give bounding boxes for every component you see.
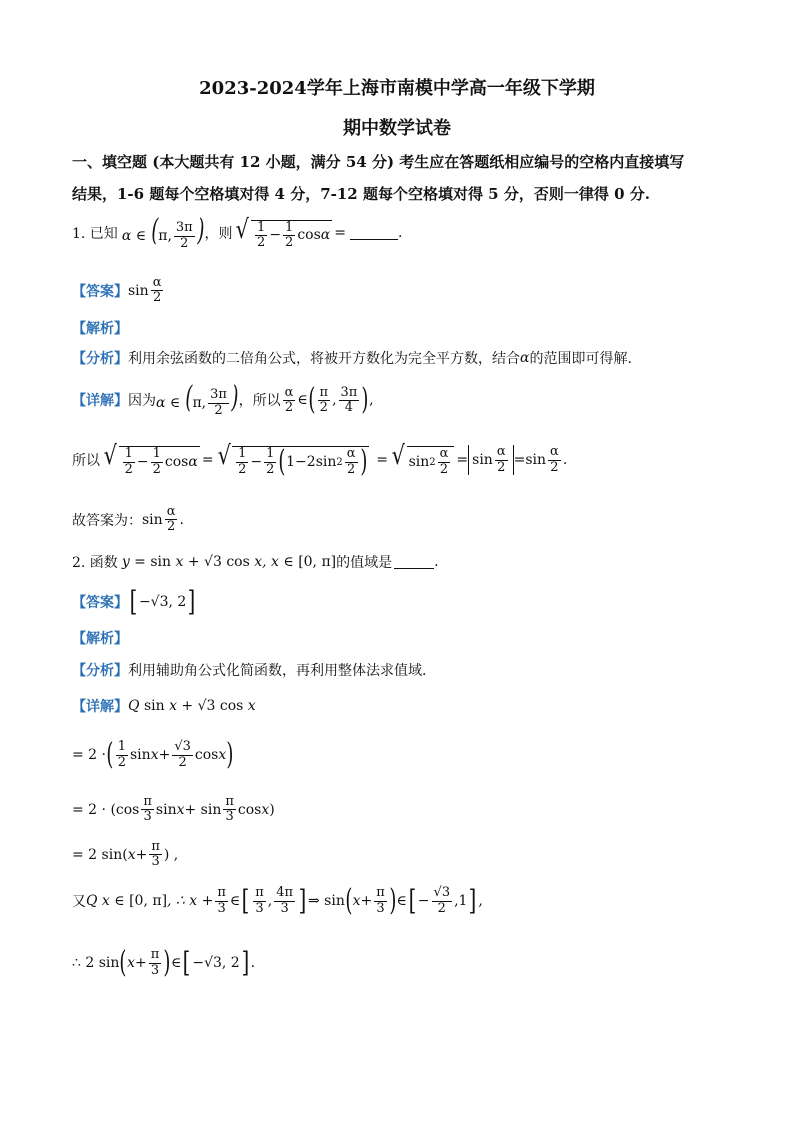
question-2-text: 的值域是 [336, 555, 393, 571]
section-header-line1: 一、填空题 (本大题共有 12 小题，满分 54 分) 考生应在答题纸相应编号的空格内直接填写 [72, 153, 685, 171]
question-1-final: 故答案为： sin $\frac{\alpha}{2}$ . [72, 504, 184, 535]
fenxi-text-end: 的范围即可得解. [529, 351, 632, 367]
question-2-blank [394, 556, 434, 569]
detail-text: 因为 [128, 393, 156, 410]
answer-tag: 【答案】 [72, 283, 128, 300]
question-2-analysis-tag [72, 628, 128, 648]
also-label: 又 [72, 894, 86, 910]
question-2-detail: 【详解】 Q sin x + √3 cos x [72, 698, 256, 715]
question-1-derivation: 所以 √ $\frac{1}{2}$ − $\frac{1}{2}$ cos α = √ $\frac{1}{2}$ − $\frac{1}{2}$ ( 1−2 sin 2 $\frac{\alpha}{2}$ ) = √ sin 2 $\frac{\alpha}{2}$ = sin $\frac{\alpha}{2}$ = sin $\frac{\alpha}{2}$ . [72, 441, 568, 479]
question-2-step-2: = 2 · (cos $\frac{\pi}{3}$ sin x + sin $\frac{\pi}{3}$ cos x ) [72, 794, 275, 825]
question-1-blank [350, 227, 398, 240]
fenxi-text: 利用余弦函数的二倍角公式，将被开方数化为完全平方数，结合 [128, 351, 520, 367]
question-1-detail: 【详解】 因为 α ∈ (π, $\frac{3\pi}{2}$ ) ，所以 $\frac{\alpha}{2}$ ∈ ( $\frac{\pi}{2}$ , $\frac{3\pi}{4}$ ) , [72, 380, 374, 418]
detail-tag: 【详解】 [72, 393, 128, 410]
question-1: 1. 已知 α ∈ (π, $\frac{3\pi}{2}$ ) ，则 √ $\frac{1}{2}$ − $\frac{1}{2}$ cos α = . [72, 213, 403, 251]
page-subtitle: 期中数学试卷 [343, 118, 451, 139]
question-2-step-3: = 2 sin( x + $\frac{\pi}{3}$ ) , [72, 839, 179, 870]
question-2-fenxi [72, 660, 426, 680]
question-2-label: 2. 函数 [72, 555, 118, 571]
question-1-analysis-tag [72, 318, 128, 338]
detail-tag: 【详解】 [72, 699, 128, 715]
page-title: 2023-2024学年上海市南模中学高一年级下学期 [199, 78, 595, 99]
question-1-fenxi: 【分析】 利用余弦函数的二倍角公式，将被开方数化为完全平方数，结合 α 的范围即可得解. [72, 350, 632, 367]
question-1-label: 1. 已知 [72, 226, 118, 243]
question-2-step-4: 又 Q x ∈ [0, π], ∴ x + $\frac{\pi}{3}$ ∈ [ $\frac{\pi}{3}$ , $\frac{4\pi}{3}$ ] ⇒ sin ( x + $\frac{\pi}{3}$ ) ∈ [ − $\frac{√3}{2}$ ,1 ] , [72, 883, 483, 918]
question-1-answer: 【答案】 sin $\frac{\alpha}{2}$ [72, 275, 162, 306]
fenxi-text: 利用辅助角公式化简函数，再利用整体法求值域. [128, 663, 427, 679]
question-1-expression: √ $\frac{1}{2}$ − $\frac{1}{2}$ cos α [236, 214, 331, 250]
question-2: 2. 函数 y = sin x + √3 cos x, x ∈ [0, π] 的值域是 . [72, 554, 439, 571]
answer-tag: 【答案】 [72, 595, 128, 611]
question-2-answer: 【答案】 [ −√3, 2 ] [72, 585, 196, 618]
derivation-label: 所以 [72, 453, 100, 469]
fenxi-tag: 【分析】 [72, 351, 128, 367]
question-1-condition: α ∈ (π, $\frac{3\pi}{2}$ ) [121, 213, 205, 251]
analysis-tag: 【解析】 [72, 321, 128, 337]
question-2-step-1: = 2 · ( $\frac{1}{2}$ sin x + $\frac{√3}{2}$ cos x ) [72, 737, 234, 772]
fenxi-tag: 【分析】 [72, 663, 128, 679]
detail-text-so: ，所以 [238, 393, 281, 410]
question-2-step-5: ∴ 2 sin ( x + $\frac{\pi}{3}$ ) ∈ [ −√3, 2 ] . [72, 945, 256, 980]
final-answer-label: 故答案为： [72, 512, 142, 529]
analysis-tag: 【解析】 [72, 631, 128, 647]
section-header-line2: 结果，1-6 题每个空格填对得 4 分，7-12 题每个空格填对得 5 分，否则一律得 0 分. [72, 185, 650, 203]
question-1-then: ，则 [204, 226, 233, 243]
